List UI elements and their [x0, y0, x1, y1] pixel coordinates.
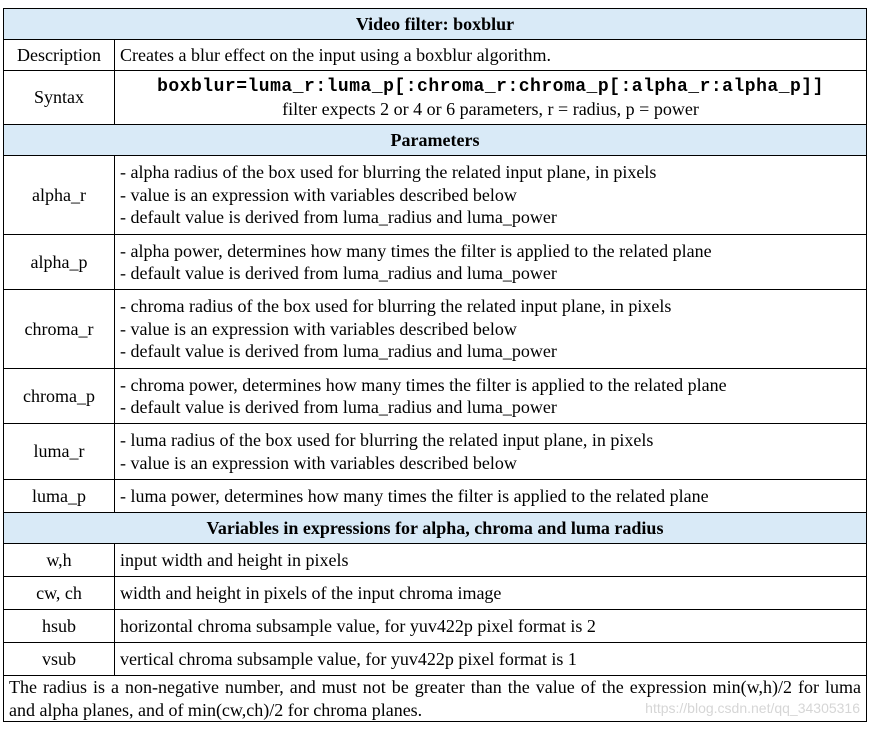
parameter-description-line: - chroma power, determines how many times the filter is applied to the related plane [120, 374, 727, 395]
boxblur-reference-table [3, 8, 867, 722]
parameter-description-line: - alpha power, determines how many times the filter is applied to the related plane [120, 240, 712, 261]
variable-name: vsub [4, 643, 115, 676]
parameter-name: chroma_r [4, 290, 115, 369]
parameter-row [4, 235, 867, 290]
description-label: Description [4, 40, 115, 71]
variables-header-row [4, 513, 867, 544]
parameter-row [4, 156, 867, 235]
parameter-description-line: - alpha radius of the box used for blurring the related input plane, in pixels [120, 162, 657, 183]
parameter-row [4, 424, 867, 480]
parameter-name: luma_p [4, 480, 115, 513]
variable-description: width and height in pixels of the input chroma image [115, 577, 867, 610]
parameter-row [4, 480, 867, 513]
footer-note-cell [4, 676, 867, 722]
parameter-name: alpha_r [4, 156, 115, 235]
variable-name: cw, ch [4, 577, 115, 610]
footer-note: The radius is a non-negative number, and must not be greater than the value of the expression min(w,h)/2 for luma and alpha planes, and of min(cw,ch)/2 for chroma planes. [9, 677, 861, 720]
variable-name: hsub [4, 610, 115, 643]
variable-name: w,h [4, 544, 115, 577]
parameter-description-line: - default value is derived from luma_radius and luma_power [120, 341, 557, 362]
variable-description: horizontal chroma subsample value, for yuv422p pixel format is 2 [115, 610, 867, 643]
syntax-cell [115, 71, 867, 125]
syntax-code: boxblur=luma_r:luma_p[:chroma_r:chroma_p[:alpha_r:alpha_p]] [157, 76, 824, 97]
parameter-description [115, 424, 867, 480]
parameter-description-line: - value is an expression with variables described below [120, 452, 517, 473]
parameters-header-row [4, 125, 867, 156]
parameter-row [4, 369, 867, 424]
parameter-name: luma_r [4, 424, 115, 480]
syntax-note: filter expects 2 or 4 or 6 parameters, r = radius, p = power [282, 99, 699, 119]
parameter-description-line: - value is an expression with variables described below [120, 184, 517, 205]
variable-row [4, 544, 867, 577]
parameter-name: chroma_p [4, 369, 115, 424]
syntax-row [4, 71, 867, 125]
parameter-description [115, 290, 867, 369]
parameter-description-line: - default value is derived from luma_radius and luma_power [120, 397, 557, 417]
parameter-name: alpha_p [4, 235, 115, 290]
parameter-row [4, 290, 867, 369]
parameter-description-line: - chroma radius of the box used for blurring the related input plane, in pixels [120, 296, 672, 317]
parameter-description [115, 480, 867, 513]
watermark-url: https://blog.csdn.net/qq_34305316 [645, 699, 860, 716]
table-title: Video filter: boxblur [4, 9, 867, 40]
description-text: Creates a blur effect on the input using a boxblur algorithm. [115, 40, 867, 71]
variable-row [4, 610, 867, 643]
variable-row [4, 643, 867, 676]
variables-header: Variables in expressions for alpha, chroma and luma radius [4, 513, 867, 544]
parameter-description-line: - luma radius of the box used for blurring the related input plane, in pixels [120, 430, 654, 450]
description-row [4, 40, 867, 71]
variable-row [4, 577, 867, 610]
parameter-description-line: - value is an expression with variables described below [120, 318, 517, 339]
variable-description: vertical chroma subsample value, for yuv422p pixel format is 1 [115, 643, 867, 676]
parameter-description-line: - default value is derived from luma_radius and luma_power [120, 207, 557, 228]
parameter-description [115, 235, 867, 290]
title-row [4, 9, 867, 40]
parameter-description-line: - luma power, determines how many times the filter is applied to the related plane [120, 485, 709, 506]
variable-description: input width and height in pixels [115, 544, 867, 577]
parameter-description [115, 369, 867, 424]
syntax-label: Syntax [4, 71, 115, 125]
parameters-header: Parameters [4, 125, 867, 156]
footer-row [4, 676, 867, 722]
parameter-description [115, 156, 867, 235]
parameter-description-line: - default value is derived from luma_radius and luma_power [120, 263, 557, 283]
